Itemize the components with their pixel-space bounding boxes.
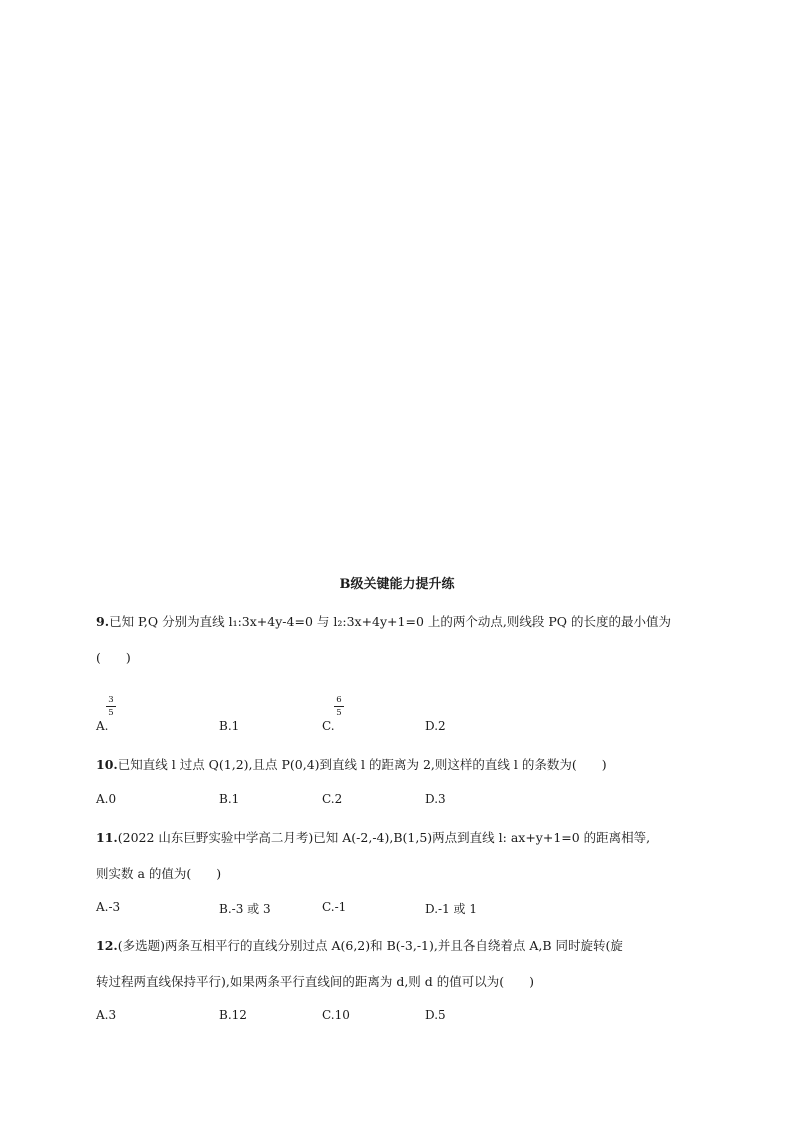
- option-12a[interactable]: [96, 1008, 116, 1022]
- option-text: 2: [438, 719, 446, 733]
- fraction-numerator: 6: [336, 695, 342, 705]
- option-10a[interactable]: [96, 792, 116, 806]
- option-text: 0: [108, 792, 117, 806]
- question-11-line-2: 则实数 a 的值为( ): [96, 866, 222, 881]
- option-label: B.: [219, 792, 232, 806]
- option-label: C.: [322, 792, 335, 806]
- option-text: -1: [334, 900, 347, 914]
- question-10-number: 10.: [96, 757, 118, 772]
- option-text: 12: [231, 1008, 247, 1022]
- option-label: C.: [322, 719, 335, 733]
- option-9d[interactable]: [425, 719, 446, 733]
- option-11b[interactable]: [219, 900, 271, 917]
- option-10c[interactable]: [322, 792, 342, 806]
- option-label: B.: [219, 1008, 232, 1022]
- option-12c[interactable]: [322, 1008, 350, 1022]
- option-10d[interactable]: [425, 792, 446, 806]
- option-text: 2: [334, 792, 343, 806]
- question-10-text: 已知直线 l 过点 Q(1,2),且点 P(0,4)到直线 l 的距离为 2,则这样的直线 l 的条数为( ): [117, 757, 607, 772]
- option-label: A.: [96, 900, 109, 914]
- option-label: A.: [96, 792, 109, 806]
- option-label: C.: [322, 1008, 335, 1022]
- option-11a[interactable]: [96, 900, 120, 914]
- question-9-number: 9.: [96, 614, 110, 629]
- option-label: D.: [425, 719, 439, 733]
- question-9-line-2: ( ): [96, 650, 131, 665]
- option-text: 1: [231, 719, 240, 733]
- option-9a[interactable]: [96, 719, 108, 733]
- option-12b[interactable]: [219, 1008, 247, 1022]
- option-text: 1: [231, 792, 240, 806]
- option-label: D.: [425, 1008, 439, 1022]
- fraction-bar: [106, 706, 116, 707]
- fraction-bar: [334, 706, 344, 707]
- option-9b[interactable]: [219, 719, 239, 733]
- question-11-number: 11.: [96, 830, 118, 845]
- option-label: A.: [96, 1008, 109, 1022]
- option-label: B.: [219, 902, 232, 916]
- fraction-denominator: 5: [336, 708, 342, 718]
- option-11d[interactable]: [425, 900, 477, 917]
- option-9a-fraction: [106, 695, 116, 718]
- option-text: -1 或 1: [438, 902, 477, 916]
- option-text: 5: [438, 1008, 446, 1022]
- option-label: A.: [96, 719, 109, 733]
- question-9-text: 已知 P,Q 分别为直线 l₁:3x+4y-4=0 与 l₂:3x+4y+1=0 上的两个动点,则线段 PQ 的长度的最小值为: [109, 614, 671, 629]
- question-10-line-1: [96, 755, 607, 773]
- option-text: -3: [108, 900, 121, 914]
- question-11-text: (2022 山东巨野实验中学高二月考)已知 A(-2,-4),B(1,5)两点到直线 l: ax+y+1=0 的距离相等,: [117, 830, 651, 845]
- option-label: B.: [219, 719, 232, 733]
- option-label: D.: [425, 792, 439, 806]
- option-text: 3: [438, 792, 446, 806]
- option-9c[interactable]: [322, 719, 335, 733]
- option-label: C.: [322, 900, 335, 914]
- option-9c-fraction: [334, 695, 344, 718]
- section-title: B级关键能力提升练: [339, 577, 455, 592]
- option-12d[interactable]: [425, 1008, 446, 1022]
- question-12-line-1: [96, 936, 623, 954]
- option-text: 10: [334, 1008, 350, 1022]
- option-10b[interactable]: [219, 792, 239, 806]
- question-9-line-1: [96, 612, 671, 630]
- option-text: 3: [108, 1008, 117, 1022]
- question-12-line-2: 转过程两直线保持平行),如果两条平行直线间的距离为 d,则 d 的值可以为( ): [96, 974, 535, 989]
- question-11-line-1: [96, 828, 650, 846]
- question-12-number: 12.: [96, 938, 118, 953]
- option-text: -3 或 3: [231, 902, 271, 916]
- option-11c[interactable]: [322, 900, 346, 914]
- question-12-text: (多选题)两条互相平行的直线分别过点 A(6,2)和 B(-3,-1),并且各自绕着点 A,B 同时旋转(旋: [117, 938, 623, 953]
- option-label: D.: [425, 902, 439, 916]
- fraction-numerator: 3: [108, 695, 114, 705]
- fraction-denominator: 5: [108, 708, 114, 718]
